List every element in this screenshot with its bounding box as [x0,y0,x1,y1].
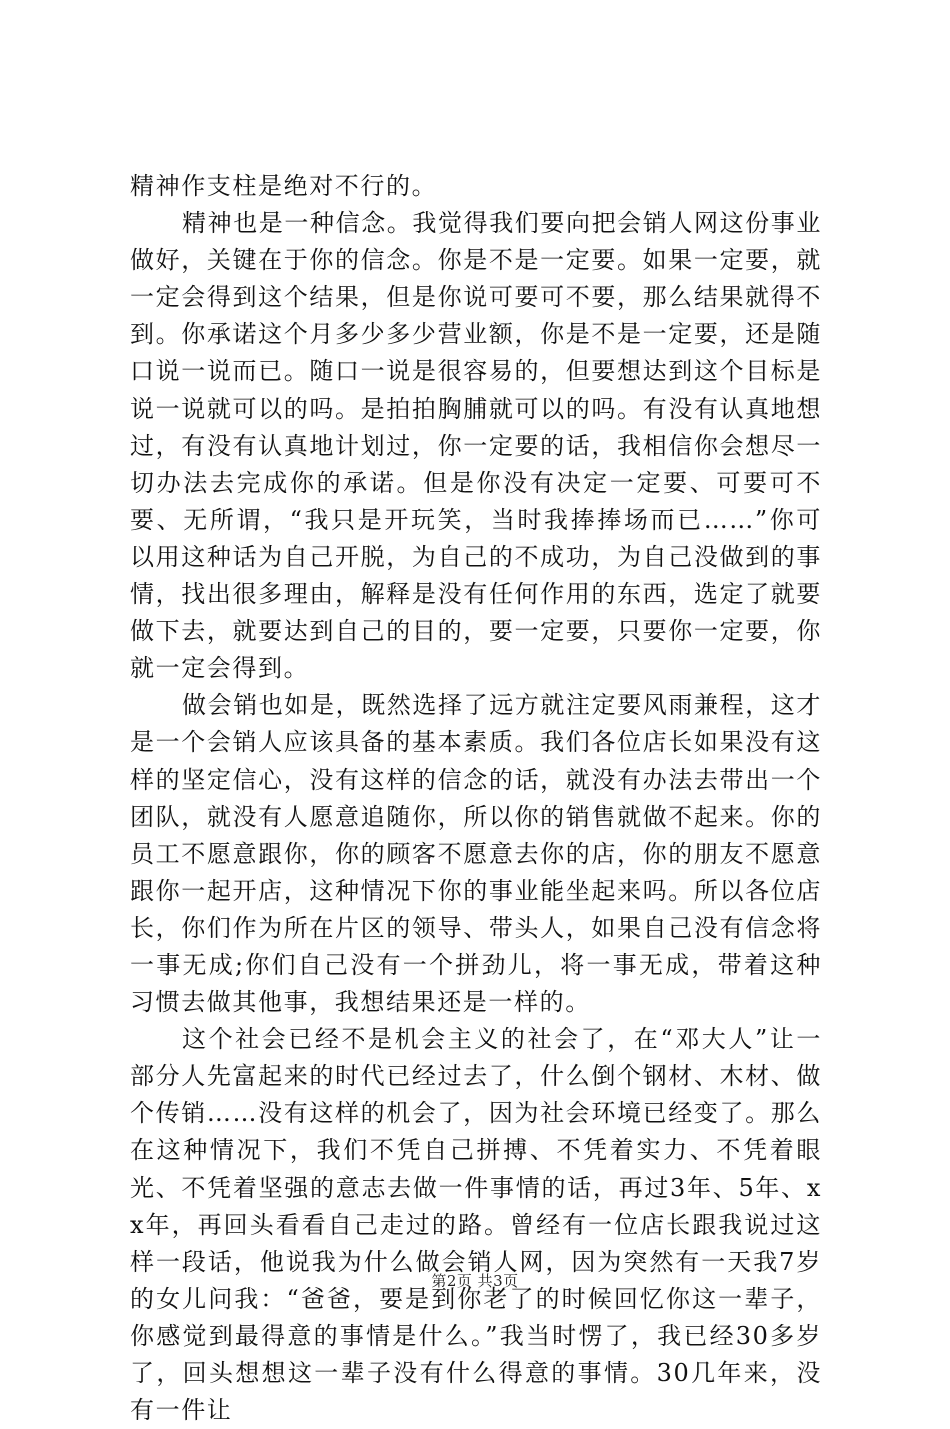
paragraph-1: 精神作支柱是绝对不行的。 [130,172,438,200]
paragraph-2: 精神也是一种信念。我觉得我们要向把会销人网这份事业做好，关键在于你的信念。你是不是一定要。如果一定要，就一定会得到这个结果，但是你说可要可不要，那么结果就得不到。你承诺这个月多少多少营业额，你是不是一定要，还是随口说一说而已。随口一说是很容易的，但要想达到这个目标是说一说就可以的吗。是拍拍胸脯就可以的吗。有没有认真地想过，有没有认真地计划过，你一定要的话，我相信你会想尽一切办法去完成你的承诺。但是你没有决定一定要、可要可不要、无所谓，“我只是开玩笑，当时我捧捧场而已……”你可以用这种话为自己开脱，为自己的不成功，为自己没做到的事情，找出很多理由，解释是没有任何作用的东西，选定了就要做下去，就要达到自己的目的，要一定要，只要你一定要，你就一定会得到。 [130,209,822,683]
paragraph-3: 做会销也如是，既然选择了远方就注定要风雨兼程，这才是一个会销人应该具备的基本素质。我们各位店长如果没有这样的坚定信心，没有这样的信念的话，就没有办法去带出一个团队，就没有人愿意追随你，所以你的销售就做不起来。你的员工不愿意跟你，你的顾客不愿意去你的店，你的朋友不愿意跟你一起开店，这种情况下你的事业能坐起来吗。所以各位店长，你们作为所在片区的领导、带头人，如果自己没有信念将一事无成;你们自己没有一个拼劲儿，将一事无成，带着这种习惯去做其他事，我想结果还是一样的。 [130,691,822,1017]
page-number-footer: 第2页 共3页 [431,1272,519,1290]
paragraph-4: 这个社会已经不是机会主义的社会了，在“邓大人”让一部分人先富起来的时代已经过去了，什么倒个钢材、木材、做个传销……没有这样的机会了，因为社会环境已经变了。那么在这种情况下，我们不凭自己拼搏、不凭着实力、不凭着眼光、不凭着坚强的意志去做一件事情的话，再过3年、5年、xx年，再回头看看自己走过的路。曾经有一位店长跟我说过这样一段话，他说我为什么做会销人网，因为突然有一天我7岁的女儿问我：“爸爸，要是到你老了的时候回忆你这一辈子，你感觉到最得意的事情是什么。”我当时愣了，我已经30多岁了，回头想想这一辈子没有什么得意的事情。30几年来，没有一件让 [130,1025,822,1425]
document-body [130,168,822,1429]
